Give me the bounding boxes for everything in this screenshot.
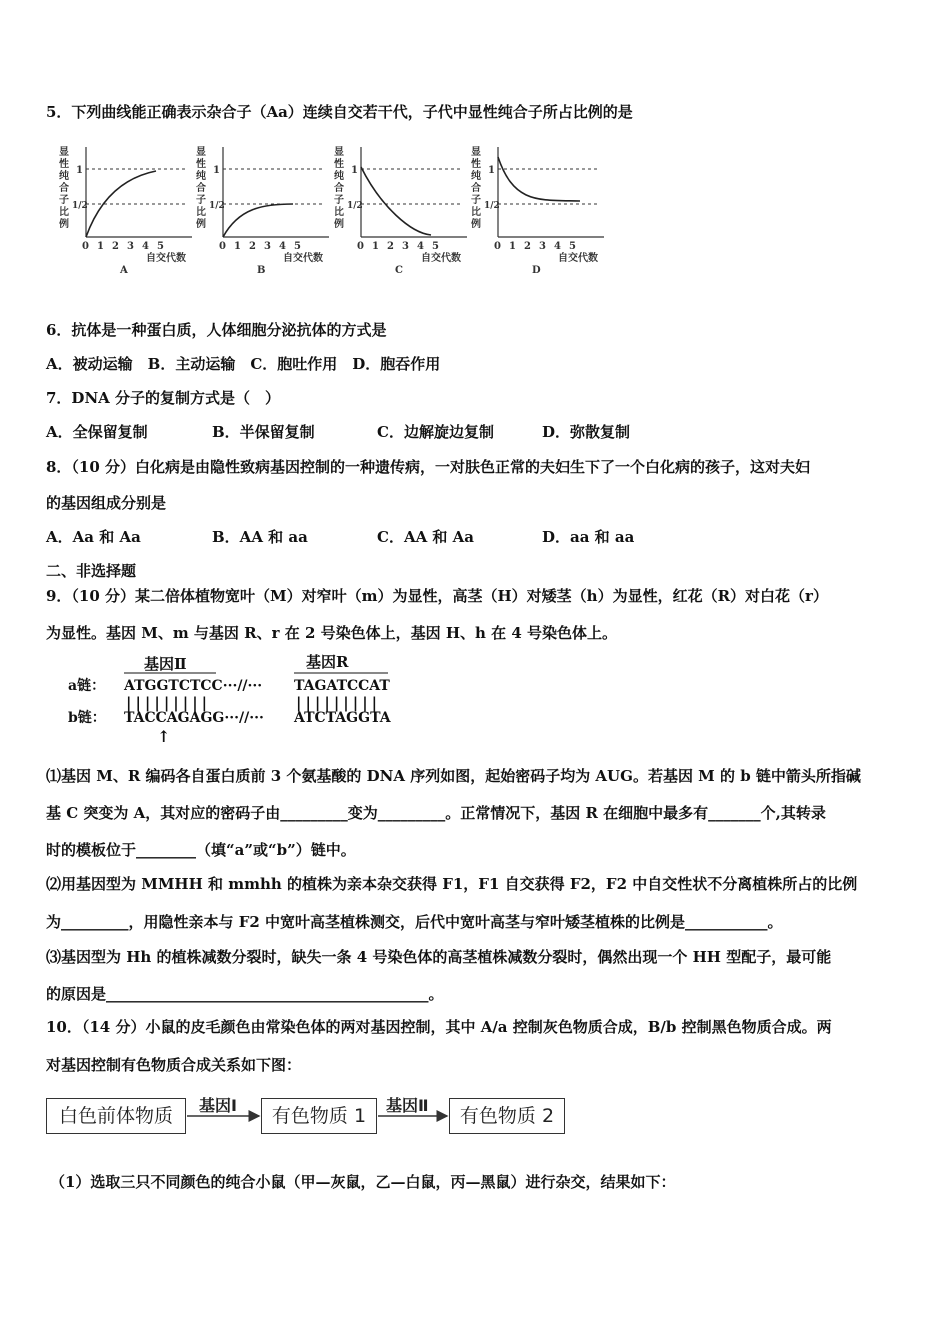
graph-b-letter: B [257,265,266,276]
a-chain-left: ATGGTCTCC···//··· [124,678,263,694]
b-chain-right: ATCTAGGTA [294,710,391,726]
graph-c-x-tick: 1 [372,241,379,252]
graph-d-xlabel: 自交代数 [558,253,598,264]
q10-line1: 10．（14 分）小鼠的皮毛颜色由常染色体的两对基因控制，其中 A/a 控制灰色物质合成，B/b 控制黑色物质合成。两 [46,1018,832,1036]
q5-text: 5．下列曲线能正确表示杂合子（Aa）连续自交若干代，子代中显性纯合子所占比例的是 [46,103,633,121]
b-chain-label: b链： [68,710,106,726]
q9-p2-line1: ⑵用基因型为 MMHH 和 mmhh 的植株为亲本杂交获得 F1，F1 自交获得 F2，F2 中自交性状不分离植株所占的比例 [46,875,858,893]
q9-line2: 为显性。基因 M、m 与基因 R、r 在 2 号染色体上，基因 H、h 在 4 号染色体上。 [46,624,618,642]
graph-a-x-tick: 0 [82,241,89,252]
graph-b-x-tick: 0 [219,241,226,252]
graph-b-ylabel-char: 合 [196,183,206,194]
graph-d-ylabel-char: 合 [471,183,481,194]
graph-a-curve [86,171,156,237]
graph-d-ylabel-char: 比 [471,207,481,218]
graph-a-x-tick: 2 [112,241,119,252]
gene-r-label: 基因R [306,653,349,671]
graph-c-x-tick: 5 [432,241,439,252]
flow-box-pigment-2: 有色物质 2 [449,1098,565,1134]
flow-box-white-precursor: 白色前体物质 [46,1098,186,1134]
q6-text: 6．抗体是一种蛋白质，人体细胞分泌抗体的方式是 [46,321,387,339]
q7-text: 7．DNA 分子的复制方式是（ ） [46,389,281,407]
graph-d-x-tick: 3 [539,241,546,252]
q7-option-c: C．边解旋边复制 [377,423,494,441]
q8-line2: 的基因组成分别是 [46,494,167,512]
graph-b-ylabel-char: 显 [196,147,206,158]
graph-c-letter: C [395,265,403,276]
q8-option-c: C．AA 和 Aa [377,528,475,546]
graph-c-ylabel-char: 显 [334,147,344,158]
graph-c-xlabel: 自交代数 [421,253,461,264]
q9-p1-line1: ⑴基因 M、R 编码各自蛋白质前 3 个氨基酸的 DNA 序列如图，起始密码子均为 AUG。若基因 M 的 b 链中箭头所指碱 [46,767,861,785]
graph-a-x-tick: 1 [97,241,104,252]
graph-b-x-tick: 1 [234,241,241,252]
q9-p1-line3: 时的模板位于________（填“a”或“b”）链中。 [46,841,356,859]
graph-c-x-tick: 2 [387,241,394,252]
graph-b-x-tick: 5 [294,241,301,252]
flow-arrow-1-label: 基因Ⅰ [199,1096,237,1115]
graph-d-ylabel-char: 性 [471,159,481,170]
flow-arrow-2-label: 基因Ⅱ [386,1096,429,1115]
graph-a-tick-half: 1/2 [72,201,88,211]
q8-option-d: D．aa 和 aa [542,528,635,546]
flow-box-pigment-1: 有色物质 1 [261,1098,377,1134]
graph-a-ylabel-char: 性 [59,159,69,170]
graph-d-tick-half: 1/2 [484,201,500,211]
graph-d-curve [498,157,580,201]
graph-c-x-tick: 3 [402,241,409,252]
graph-b-tick-one: 1 [213,165,220,176]
mutation-arrow: ↑ [157,727,171,746]
a-chain-label: a链： [68,678,106,694]
graph-c-x-tick: 0 [357,241,364,252]
graph-b-x-tick: 4 [279,241,286,252]
graph-a-x-tick: 5 [157,241,164,252]
q5-graphs [56,141,616,279]
bonds-left: ||||||||| [126,694,212,712]
q6-options: A．被动运输 B．主动运输 C．胞吐作用 D．胞吞作用 [46,355,441,373]
graph-b-x-tick: 2 [249,241,256,252]
graph-d-ylabel-char: 显 [471,147,481,158]
section-heading: 二、非选择题 [46,562,137,580]
graph-b-ylabel-char: 例 [196,219,206,230]
graph-c-ylabel-char: 例 [334,219,344,230]
graph-a-ylabel-char: 例 [59,219,69,230]
graph-a-x-tick: 4 [142,241,149,252]
graph-d-letter: D [532,265,541,276]
q9-p3-line1: ⑶基因型为 Hh 的植株减数分裂时，缺失一条 4 号染色体的高茎植株减数分裂时，偶然出现一个 HH 型配子，最可能 [46,948,832,966]
graph-a-tick-one: 1 [76,165,83,176]
graph-c-ylabel-char: 合 [334,183,344,194]
graph-d-x-tick: 4 [554,241,561,252]
graph-d-ylabel-char: 纯 [471,171,481,182]
graph-a-ylabel-char: 显 [59,147,69,158]
graph-b-ylabel-char: 子 [196,195,206,206]
graph-c-tick-half: 1/2 [347,201,363,211]
graph-d-ylabel-char: 子 [471,195,481,206]
q10-p1: （1）选取三只不同颜色的纯合小鼠（甲—灰鼠，乙—白鼠，丙—黑鼠）进行杂交，结果如下： [50,1173,676,1191]
graph-c-tick-one: 1 [351,165,358,176]
q9-p2-line2: 为_________，用隐性亲本与 F2 中宽叶高茎植株测交，后代中宽叶高茎与窄叶矮茎植株的比例是___________。 [46,913,783,931]
gene-m-label: 基因Ⅱ [144,655,187,673]
graph-b-ylabel-char: 比 [196,207,206,218]
q7-option-b: B．半保留复制 [212,423,315,441]
flow-diagram [46,1094,566,1138]
q8-option-a: A．Aa 和 Aa [46,528,141,546]
graph-d-x-tick: 2 [524,241,531,252]
graph-c-x-tick: 4 [417,241,424,252]
graph-a-x-tick: 3 [127,241,134,252]
graph-b-curve [223,204,293,237]
graph-d-tick-one: 1 [488,165,495,176]
b-chain-left: TACCAGAGG···//··· [124,710,264,726]
q5-graphs-svg [56,141,616,279]
q7-option-d: D．弥散复制 [542,423,631,441]
bonds-right: ||||||||| [296,694,382,712]
graph-a-letter: A [120,265,128,276]
q9-line1: 9．（10 分）某二倍体植物宽叶（M）对窄叶（m）为显性，高茎（H）对矮茎（h）为显性，红花（R）对白花（r） [46,587,828,605]
graph-b-xlabel: 自交代数 [283,253,323,264]
graph-b-tick-half: 1/2 [209,201,225,211]
dna-figure [66,650,406,746]
graph-a-xlabel: 自交代数 [146,253,186,264]
graph-b-x-tick: 3 [264,241,271,252]
graph-d-ylabel-char: 例 [471,219,481,230]
graph-c-ylabel-char: 性 [334,159,344,170]
graph-d-x-tick: 5 [569,241,576,252]
graph-b-ylabel-char: 纯 [196,171,206,182]
q7-option-a: A．全保留复制 [46,423,148,441]
graph-a-ylabel-char: 比 [59,207,69,218]
graph-b-ylabel-char: 性 [196,159,206,170]
q8-option-b: B．AA 和 aa [212,528,308,546]
graph-d-x-tick: 0 [494,241,501,252]
graph-c-ylabel-char: 子 [334,195,344,206]
graph-c-ylabel-char: 纯 [334,171,344,182]
graph-a-ylabel-char: 合 [59,183,69,194]
graph-a-ylabel-char: 子 [59,195,69,206]
graph-c-curve [361,167,431,235]
q10-line2: 对基因控制有色物质合成关系如下图： [46,1056,302,1074]
q8-line1: 8．（10 分）白化病是由隐性致病基因控制的一种遗传病，一对肤色正常的夫妇生下了一个白化病的孩子，这对夫妇 [46,458,811,476]
graph-d-x-tick: 1 [509,241,516,252]
q9-p1-line2: 基 C 突变为 A，其对应的密码子由_________变为_________。正常情况下，基因 R 在细胞中最多有_______个,其转录 [46,804,826,822]
graph-c-ylabel-char: 比 [334,207,344,218]
dna-figure-svg [66,650,406,746]
q9-p3-line2: 的原因是___________________________________________。 [46,985,444,1003]
graph-a-ylabel-char: 纯 [59,171,69,182]
a-chain-right: TAGATCCAT [294,678,390,694]
